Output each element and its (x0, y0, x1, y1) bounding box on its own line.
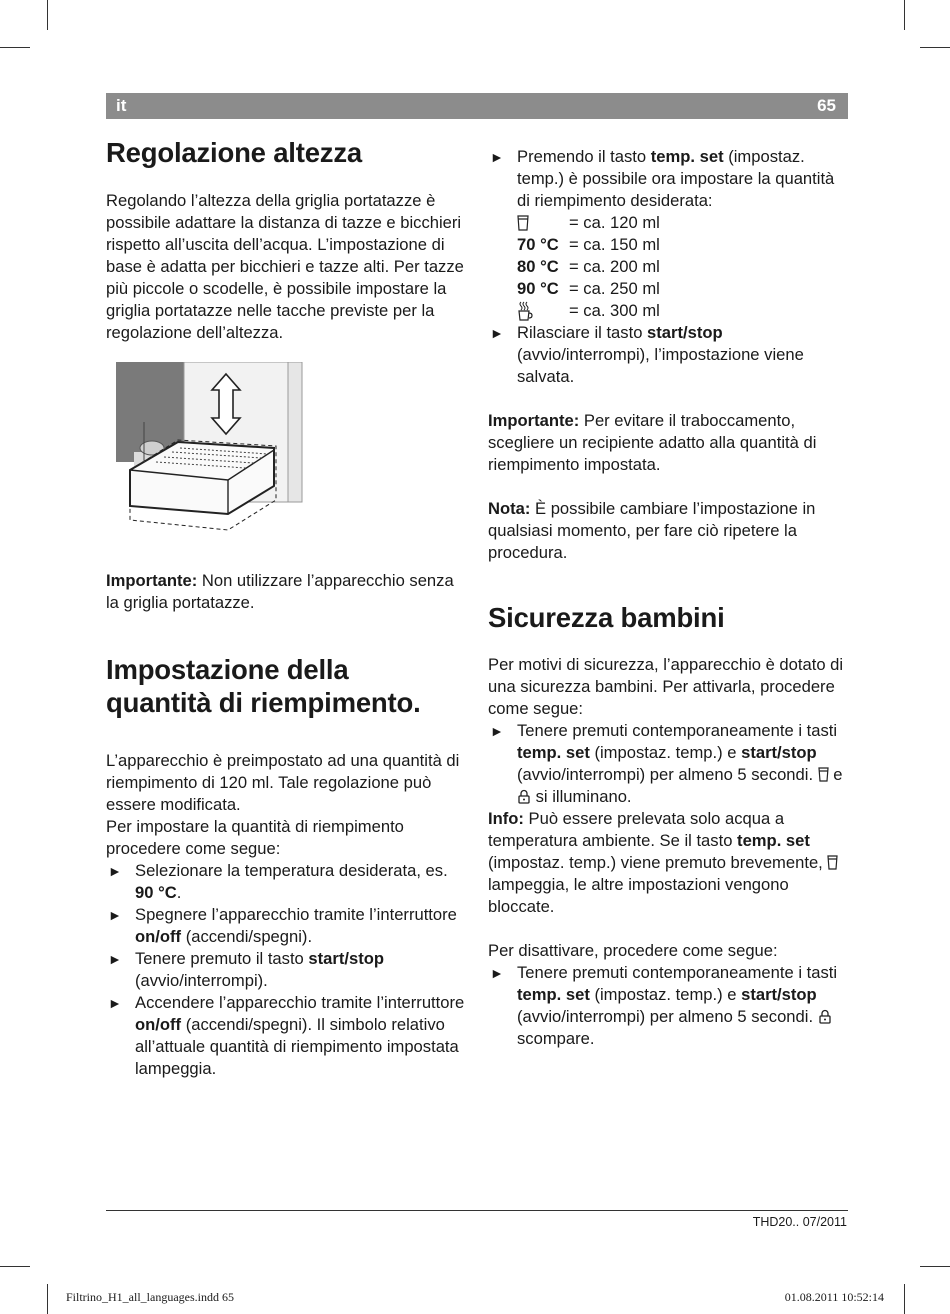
volume-row (517, 256, 848, 278)
list-text-bold: temp. set (517, 743, 590, 762)
list-text-bold: temp. set (517, 985, 590, 1004)
page-header-bar (106, 93, 848, 119)
volume-value: = ca. 250 ml (569, 279, 660, 298)
list-text: (avvio/interrompi) per almeno 5 secondi. (517, 1007, 818, 1026)
list-text-bold: temp. set (650, 147, 724, 166)
list-text-bold: start/stop (741, 743, 817, 762)
language-code: it (116, 96, 127, 115)
list-text-bold: 90 °C (135, 883, 177, 902)
list-item (106, 904, 466, 948)
footer-rule (106, 1210, 848, 1211)
right-column (488, 136, 848, 1050)
important-text: Non utilizzare l’apparecchio senza la griglia portatazze. (106, 571, 454, 612)
list-text-bold: start/stop (308, 949, 385, 968)
list-text: (impostaz. temp.) e (589, 743, 742, 762)
crop-mark (47, 0, 48, 30)
volume-row (517, 234, 848, 256)
info-text-bold: temp. set (737, 831, 810, 850)
volume-key: 80 °C (517, 257, 559, 276)
info-label: Info: (488, 809, 524, 828)
info-text: (impostaz. temp.) viene premuto brevemente, (488, 853, 828, 872)
volume-table (517, 212, 848, 322)
list-text: Tenere premuto il tasto (135, 949, 309, 968)
list-text: Tenere premuti contemporaneamente i tasti (517, 721, 838, 740)
paragraph-fill: L’apparecchio è preimpostato ad una quantità di riempimento di 120 ml. Tale regolazione può essere modificata. (106, 751, 460, 814)
list-text: Accendere l’apparecchio tramite l’interruttore (135, 993, 465, 1012)
info-note (488, 808, 848, 918)
list-text: Tenere premuti contemporaneamente i tasti (517, 963, 838, 982)
info-text: Può essere prelevata solo acqua a temperatura ambiente. Se il tasto (488, 809, 785, 850)
heading-height-adjustment: Regolazione altezza (106, 137, 362, 168)
list-text: (avvio/interrompi), l’impostazione viene salvata. (517, 345, 804, 386)
slug-timestamp: 01.08.2011 10:52:14 (784, 1290, 884, 1304)
cup-grid-illustration (116, 362, 308, 534)
important-label: Importante: (488, 411, 580, 430)
crop-mark (47, 1284, 48, 1314)
child-lock-list (488, 720, 848, 808)
list-text: (accendi/spegni). (181, 927, 313, 946)
list-text-bold: on/off (135, 927, 182, 946)
list-text: (impostaz. temp.) è possibile ora impostare la quantità di riempimento desiderata: (517, 147, 835, 210)
volume-value: = ca. 150 ml (569, 235, 660, 254)
volume-row (517, 278, 848, 300)
hot-cup-icon (517, 301, 533, 321)
paragraph-height: Regolando l’altezza della griglia portatazze è possibile adattare la distanza di tazze e bicchieri rispetto all’uscita dell’acqua. L’impostazione di base è adatta per bicchieri e tazze alti. Per tazze più piccole o scodelle, è possibile impostare la griglia portatazze nelle tacche previste per la regolazione dell’altezza. (106, 191, 464, 342)
list-text-bold: start/stop (741, 985, 817, 1004)
list-text-bold: start/stop (647, 323, 723, 342)
important-text: Per evitare il traboccamento, scegliere un recipiente adatto alla quantità di riempimento impostata. (488, 411, 817, 474)
bullet-arrow-icon: ► (490, 965, 504, 981)
volume-key (517, 301, 569, 321)
left-column (106, 136, 466, 1080)
glass-icon (517, 215, 529, 231)
temp-set-list (488, 146, 848, 212)
paragraph-fill-2: Per impostare la quantità di riempimento procedere come segue: (106, 817, 404, 858)
release-list (488, 322, 848, 388)
lock-icon (818, 1009, 832, 1024)
list-text: Rilasciare il tasto (517, 323, 648, 342)
fill-steps-list (106, 860, 466, 1080)
bullet-arrow-icon: ► (108, 863, 122, 879)
footer-model-code: THD20.. 07/2011 (752, 1215, 847, 1229)
list-item (106, 992, 466, 1080)
glass-icon (827, 855, 838, 870)
paragraph-deactivate: Per disattivare, procedere come segue: (488, 941, 778, 960)
list-text-bold: on/off (135, 1015, 182, 1034)
important-label: Importante: (106, 571, 198, 590)
list-item (488, 720, 848, 808)
list-item (106, 948, 466, 992)
crop-mark (920, 1266, 950, 1267)
list-text: Spegnere l’apparecchio tramite l’interruttore (135, 905, 457, 924)
crop-mark (0, 1266, 30, 1267)
lock-icon (517, 789, 531, 804)
volume-value: = ca. 200 ml (569, 257, 660, 276)
bullet-arrow-icon: ► (108, 907, 122, 923)
bullet-arrow-icon: ► (108, 995, 122, 1011)
slug-filename: Filtrino_H1_all_languages.indd 65 (66, 1290, 234, 1304)
paragraph-child: Per motivi di sicurezza, l’apparecchio è dotato di una sicurezza bambini. Per attivarla, procedere come segue: (488, 655, 844, 718)
volume-key: 90 °C (517, 279, 559, 298)
list-text: (accendi/spegni). Il simbolo relativo all’attuale quantità di riempimento impostata lampeggia. (135, 1015, 459, 1078)
info-text: lampeggia, le altre impostazioni vengono bloccate. (488, 875, 789, 916)
nota-text: È possibile cambiare l’impostazione in qualsiasi momento, per fare ciò ripetere la procedura. (488, 499, 816, 562)
bullet-arrow-icon: ► (490, 149, 504, 165)
list-text: (avvio/interrompi). (135, 971, 268, 990)
heading-fill-quantity (106, 653, 466, 719)
heading-child-safety: Sicurezza bambini (488, 602, 725, 633)
page-number: 65 (817, 96, 836, 115)
volume-row (517, 300, 848, 322)
nota-label: Nota: (488, 499, 531, 518)
list-item (488, 962, 848, 1050)
list-text: si illuminano. (531, 787, 632, 806)
crop-mark (904, 0, 905, 30)
list-text: e (828, 765, 843, 784)
list-text: . (176, 883, 182, 902)
bullet-arrow-icon: ► (490, 325, 504, 341)
volume-row (517, 212, 848, 234)
crop-mark (0, 47, 30, 48)
glass-icon (818, 767, 829, 782)
nota-note (488, 498, 848, 564)
volume-key (517, 215, 569, 231)
list-item (488, 146, 848, 212)
crop-mark (920, 47, 950, 48)
volume-key: 70 °C (517, 235, 559, 254)
volume-value: = ca. 120 ml (569, 213, 660, 232)
deactivate-list (488, 962, 848, 1050)
list-item (488, 322, 848, 388)
list-text: Premendo il tasto (517, 147, 651, 166)
heading-fill-line-2: quantità di riempimento. (106, 687, 421, 718)
crop-mark (904, 1284, 905, 1314)
list-text: (impostaz. temp.) e (589, 985, 742, 1004)
list-item (106, 860, 466, 904)
important-note-right (488, 410, 848, 476)
volume-value: = ca. 300 ml (569, 301, 660, 320)
bullet-arrow-icon: ► (490, 723, 504, 739)
important-note-left (106, 570, 466, 614)
heading-fill-line-1: Impostazione della (106, 654, 349, 685)
list-text: (avvio/interrompi) per almeno 5 secondi. (517, 765, 818, 784)
bullet-arrow-icon: ► (108, 951, 122, 967)
list-text: Selezionare la temperatura desiderata, es. (135, 861, 448, 880)
list-text: scompare. (517, 1029, 595, 1048)
